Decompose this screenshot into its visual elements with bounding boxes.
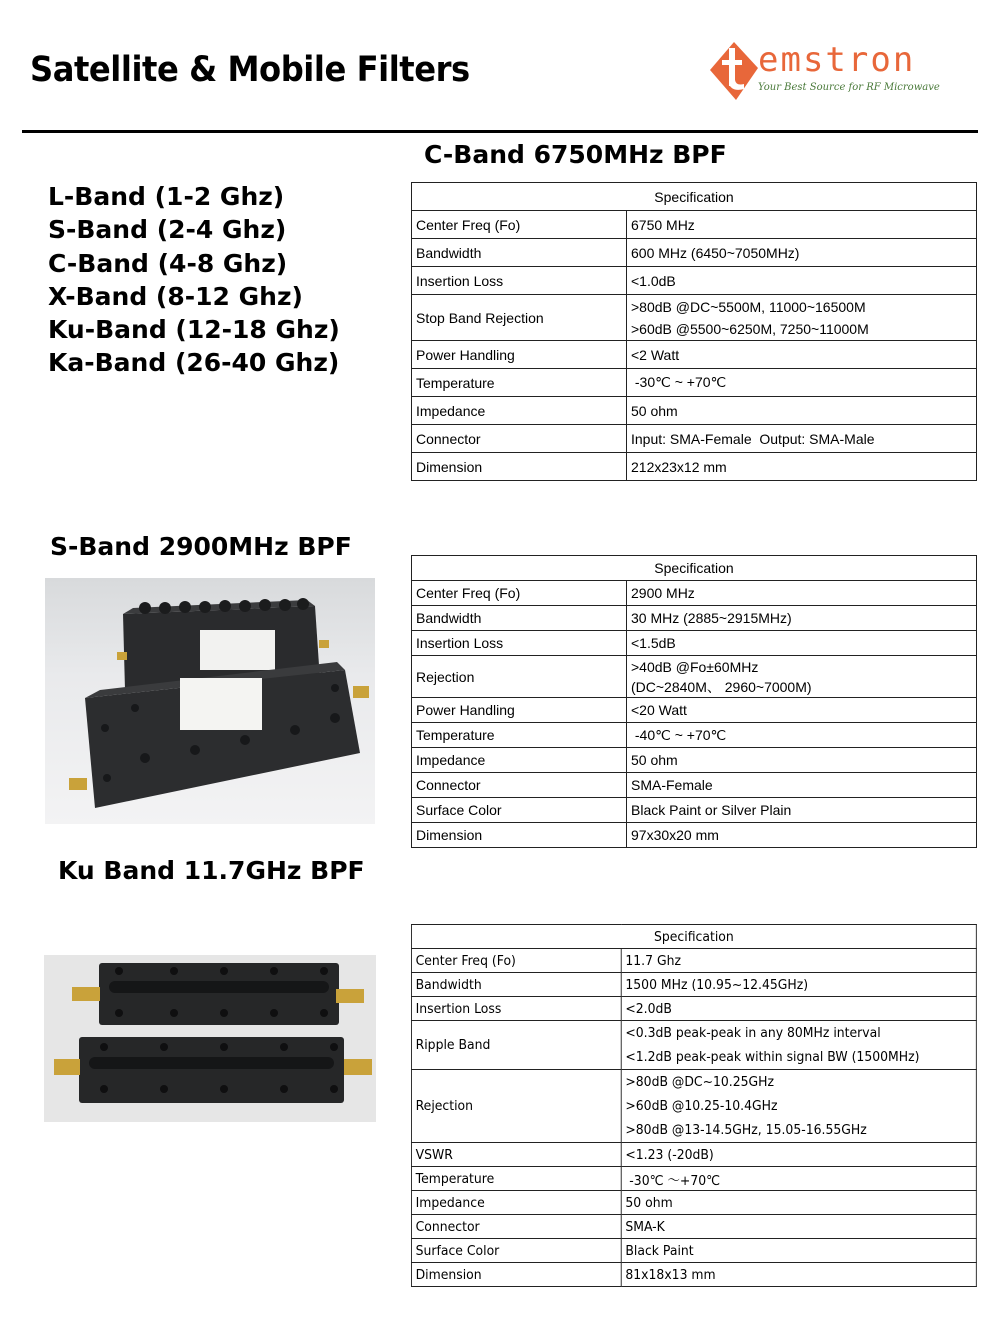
table-row: Impedance 50 ohm	[412, 748, 977, 773]
header-divider	[22, 130, 978, 133]
ku-band-product-photo	[44, 955, 376, 1122]
band-item: S-Band (2-4 Ghz)	[48, 215, 287, 245]
s-band-product-photo	[45, 578, 375, 824]
page-title: Satellite & Mobile Filters	[30, 50, 470, 90]
table-row: Temperature -40℃ ~ +70℃	[412, 723, 977, 748]
table-row: Ripple Band <0.3dB peak-peak in any 80MHz interval <1.2dB peak-peak within signal BW (1500MHz)	[411, 1021, 976, 1070]
band-list	[48, 180, 340, 380]
table-row: Surface Color Black Paint	[411, 1239, 976, 1263]
table-row: Insertion Loss <2.0dB	[411, 997, 976, 1021]
table-row: Stop Band Rejection >80dB @DC~5500M, 11000~16500M >60dB @5500~6250M, 7250~11000M	[412, 295, 977, 341]
spec-header: Specification	[412, 183, 977, 211]
band-item: X-Band (8-12 Ghz)	[48, 281, 303, 311]
table-row: Dimension 97x30x20 mm	[412, 823, 977, 848]
spec-header: Specification	[411, 925, 976, 949]
table-row: Center Freq (Fo) 2900 MHz	[412, 581, 977, 606]
band-item: Ku-Band (12-18 Ghz)	[48, 315, 340, 345]
table-row: Bandwidth 600 MHz (6450~7050MHz)	[412, 239, 977, 267]
c-band-title: C-Band 6750MHz BPF	[424, 140, 727, 169]
c-band-spec-table	[411, 182, 977, 481]
table-row: Bandwidth 30 MHz (2885~2915MHz)	[412, 606, 977, 631]
s-band-title: S-Band 2900MHz BPF	[50, 532, 352, 561]
table-row: Rejection >80dB @DC~10.25GHz >60dB @10.25-10.4GHz >80dB @13-14.5GHz, 15.05-16.55GHz	[411, 1070, 976, 1143]
table-row: Connector SMA-K	[411, 1215, 976, 1239]
table-row: Insertion Loss <1.5dB	[412, 631, 977, 656]
table-row: Dimension 212x23x12 mm	[412, 453, 977, 481]
table-row: Center Freq (Fo) 6750 MHz	[412, 211, 977, 239]
band-item: C-Band (4-8 Ghz)	[48, 248, 288, 278]
temstron-logo	[708, 40, 948, 102]
logo-diamond-icon	[708, 40, 760, 102]
table-row: Connector SMA-Female	[412, 773, 977, 798]
spec-header: Specification	[412, 556, 977, 581]
band-item: L-Band (1-2 Ghz)	[48, 182, 285, 211]
table-row: Impedance 50 ohm	[411, 1191, 976, 1215]
logo-wordmark: emstron	[758, 40, 916, 80]
table-row: Power Handling <20 Watt	[412, 698, 977, 723]
table-row: Surface Color Black Paint or Silver Plain	[412, 798, 977, 823]
table-row: Dimension 81x18x13 mm	[411, 1263, 976, 1287]
filter-image	[45, 578, 375, 824]
table-row: VSWR <1.23 (-20dB)	[411, 1143, 976, 1167]
table-row: Power Handling <2 Watt	[412, 341, 977, 369]
table-row: Temperature -30℃ ~ +70℃	[412, 369, 977, 397]
logo-tagline: Your Best Source for RF Microwave	[758, 82, 940, 93]
table-row: Insertion Loss <1.0dB	[412, 267, 977, 295]
band-item: Ka-Band (26-40 Ghz)	[48, 348, 340, 378]
table-row: Center Freq (Fo) 11.7 Ghz	[411, 949, 976, 973]
ku-band-title: Ku Band 11.7GHz BPF	[58, 856, 365, 885]
table-row: Temperature -30℃ ～+70℃	[411, 1167, 976, 1191]
ku-band-spec-table	[411, 924, 977, 1287]
table-row: Bandwidth 1500 MHz (10.95~12.45GHz)	[411, 973, 976, 997]
filter-image	[44, 955, 376, 1122]
s-band-spec-table	[411, 555, 977, 848]
table-row: Rejection >40dB @Fo±60MHz (DC~2840M、 2960~7000M)	[412, 656, 977, 698]
table-row: Impedance 50 ohm	[412, 397, 977, 425]
table-row: Connector Input: SMA-Female Output: SMA-Male	[412, 425, 977, 453]
